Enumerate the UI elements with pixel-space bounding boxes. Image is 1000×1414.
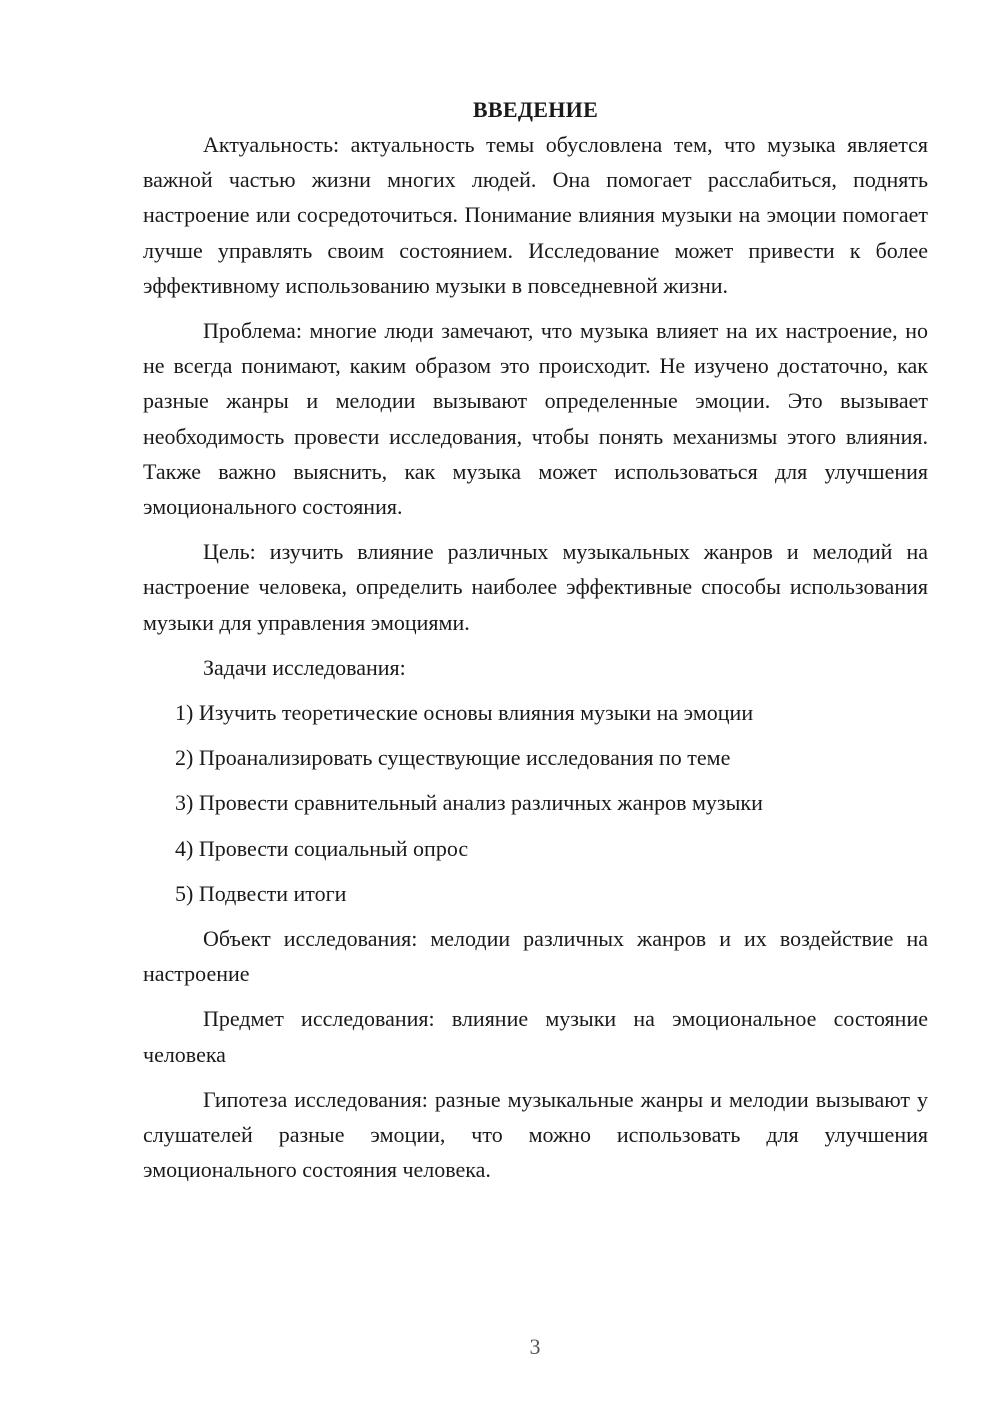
goal-paragraph: Цель: изучить влияние различных музыкальных жанров и мелодий на настроение человека, определить наиболее эффективные способы использования музыки для управления эмоциями. (143, 539, 928, 635)
problem-paragraph: Проблема: многие люди замечают, что музыка влияет на их настроение, но не всегда понимают, каким образом это происходит. Не изучено достаточно, как разные жанры и мелодии вызывают определенные эмоции. Это вызывает необходимость провести исследования, чтобы понять механизмы этого влияния. Также важно выяснить, как музыка может использоваться для улучшения эмоционального состояния. (143, 318, 928, 520)
task-item: 4) Провести социальный опрос (175, 835, 469, 861)
task-item: 3) Провести сравнительный анализ различных жанров музыки (175, 790, 763, 816)
task-item: 1) Изучить теоретические основы влияния музыки на эмоции (175, 700, 754, 726)
relevance-paragraph: Актуальность: актуальность темы обусловлена тем, что музыка является важной частью жизни многих людей. Она помогает расслабиться, поднять настроение или сосредоточиться. Понимание влияния музыки на эмоции помогает лучше управлять своим состоянием. Исследование может привести к более эффективному использованию музыки в повседневной жизни. (143, 132, 928, 298)
tasks-title: Задачи исследования: (203, 654, 406, 680)
subject-paragraph: Предмет исследования: влияние музыки на эмоциональное состояние человека (143, 1006, 928, 1067)
section-heading: ВВЕДЕНИЕ (472, 97, 599, 122)
page-content (143, 92, 928, 1187)
object-paragraph: Объект исследования: мелодии различных жанров и их воздействие на настроение (143, 926, 928, 987)
task-item: 2) Проанализировать существующие исследования по теме (175, 745, 731, 771)
hypothesis-paragraph: Гипотеза исследования: разные музыкальные жанры и мелодии вызывают у слушателей разные эмоции, что можно использовать для улучшения эмоционального состояния человека. (143, 1086, 928, 1183)
page-number: 3 (529, 1334, 541, 1359)
task-item: 5) Подвести итоги (175, 880, 347, 906)
tasks-list (143, 695, 928, 911)
